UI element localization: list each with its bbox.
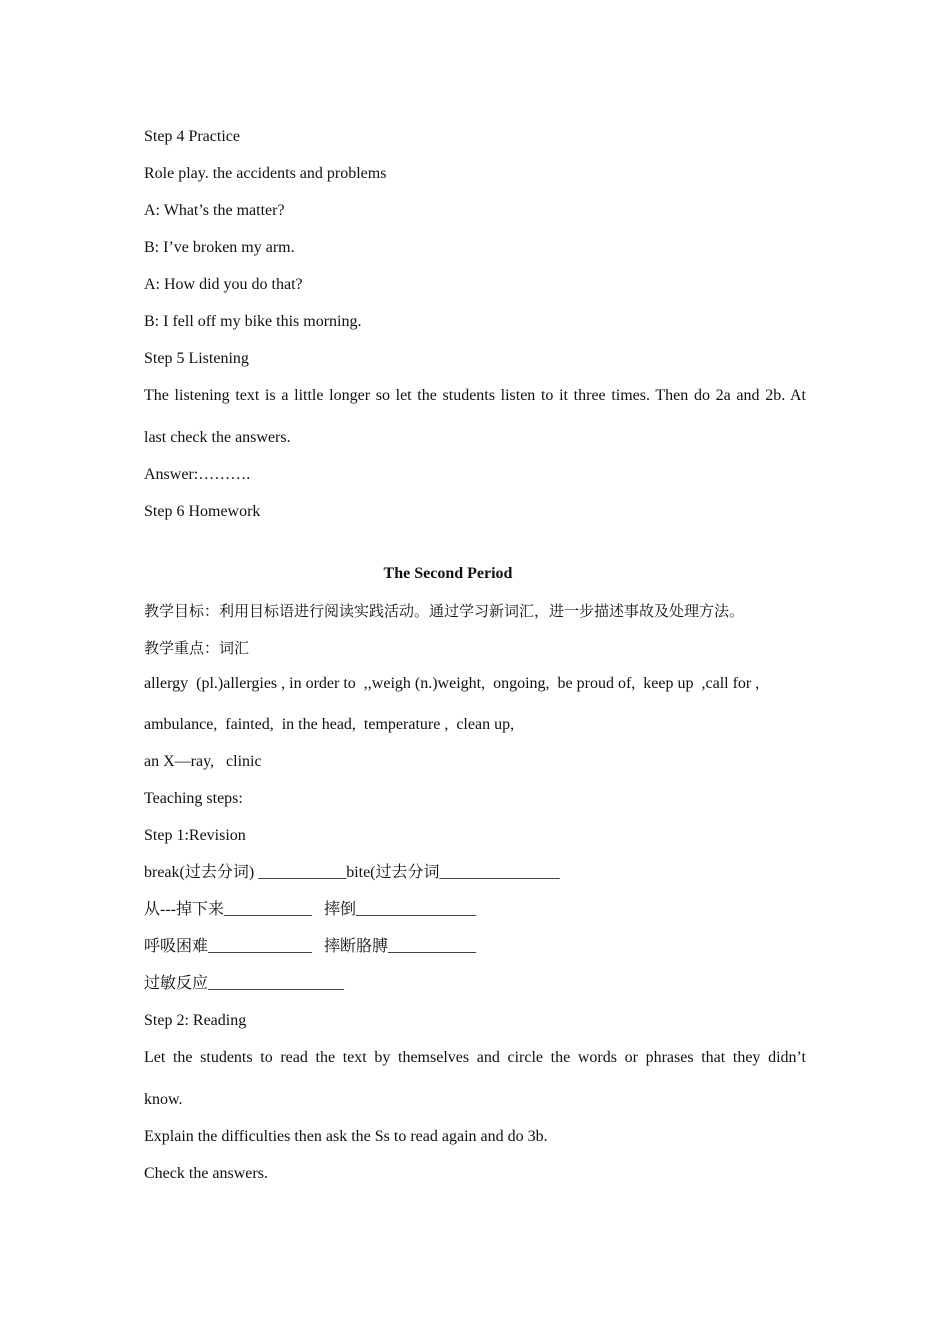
dialog-line: A: How did you do that? xyxy=(144,276,303,293)
step6-heading: Step 6 Homework xyxy=(144,503,261,520)
teaching-steps-heading: Teaching steps: xyxy=(144,790,243,807)
check-text: Check the answers. xyxy=(144,1165,268,1182)
reading-text-line1: Let the students to read the text by themselves and circle the words or phrases that they didn’t xyxy=(144,1049,806,1066)
dialog-line: A: What’s the matter? xyxy=(144,202,285,219)
revision-line2: 从---掉下来___________ 摔倒_______________ xyxy=(144,901,476,918)
dialog-line: B: I’ve broken my arm. xyxy=(144,239,295,256)
vocab-line2: ambulance, fainted, in the head, temperature , clean up, xyxy=(144,716,515,733)
revision-line3: 呼吸困难_____________ 摔断胳膊___________ xyxy=(144,938,477,955)
reading-text-line2: know. xyxy=(144,1091,183,1108)
vocab-line3: an X—ray, clinic xyxy=(144,753,262,770)
focus-text: 教学重点：词汇 xyxy=(144,639,250,657)
objective-text: 教学目标：利用目标语进行阅读实践活动。通过学习新词汇，进一步描述事故及处理方法。 xyxy=(144,602,745,620)
revision-line4: 过敏反应_________________ xyxy=(144,975,345,992)
listening-text-line2: last check the answers. xyxy=(144,429,291,446)
answer-text: Answer:………. xyxy=(144,466,251,483)
step1-heading: Step 1:Revision xyxy=(144,827,246,844)
step4-heading: Step 4 Practice xyxy=(144,128,240,145)
listening-text-line1: The listening text is a little longer so let the students listen to it three times. Then do 2a and 2b. At xyxy=(144,387,806,404)
dialog-line: B: I fell off my bike this morning. xyxy=(144,313,362,330)
vocab-line1: allergy (pl.)allergies , in order to ,,weigh (n.)weight, ongoing, be proud of, keep up ,call for , xyxy=(144,675,760,692)
step2-heading: Step 2: Reading xyxy=(144,1012,247,1029)
step5-heading: Step 5 Listening xyxy=(144,350,249,367)
section-title: The Second Period xyxy=(383,565,513,582)
explain-text: Explain the difficulties then ask the Ss to read again and do 3b. xyxy=(144,1128,548,1145)
roleplay-text: Role play. the accidents and problems xyxy=(144,165,387,182)
revision-line1: break(过去分词) ___________bite(过去分词_______________ xyxy=(144,864,560,881)
